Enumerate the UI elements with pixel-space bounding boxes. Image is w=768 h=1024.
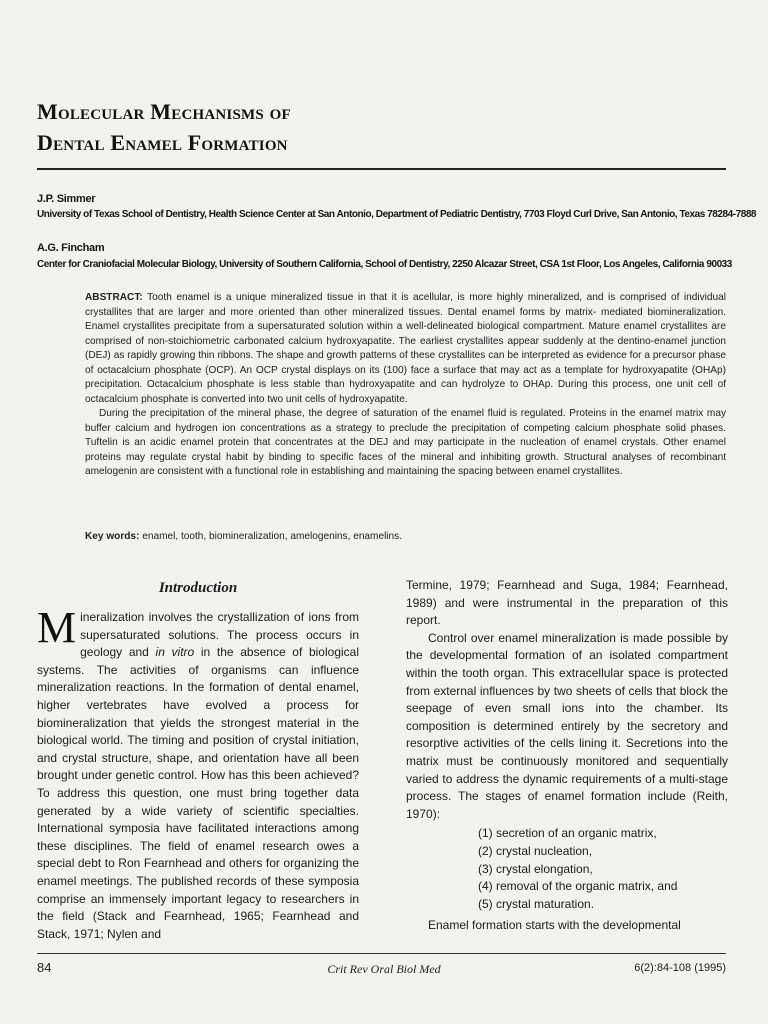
abstract-paragraph-1 <box>85 291 726 407</box>
citation: 6(2):84-108 (1995) <box>634 962 726 974</box>
title-rule <box>37 168 726 170</box>
keywords-text: enamel, tooth, biomineralization, amelogenins, enamelins. <box>142 531 403 542</box>
footer-rule <box>37 953 726 954</box>
keywords-label: Key words: <box>85 531 140 542</box>
introduction-paragraph-1-continued: Termine, 1979; Fearnhead and Suga, 1984; Fearnhead, 1989) and were instrumental in the preparation of this report. <box>406 578 728 628</box>
introduction-paragraph-1 <box>37 603 359 943</box>
introduction-paragraph-2: Control over enamel mineralization is made possible by the developmental formation of an isolated compartment within the tooth organ. This extracellular space is protected from external influences by two sheets of cells that block the seepage of even small ions into the chamber. Its composition is determined entirely by the secretory and resorptive activities of the cells lining it. Secretions into the matrix must be continuously monitored and sequentially varied to address the dynamic requirements of a multi-stage process. The stages of enamel formation include (Reith, 1970): <box>406 630 728 821</box>
author-affiliation-simmer: University of Texas School of Dentistry, Health Science Center at San Antonio, Department of Pediatric Dentistry, 7703 Floyd Curl Drive, San Antonio, Texas 78284-7888 <box>37 209 757 220</box>
list-item: (3) crystal elongation, <box>478 861 593 876</box>
right-column <box>406 577 728 935</box>
author-affiliation-fincham: Center for Craniofacial Molecular Biology, University of Southern California, School of Dentistry, 2250 Alcazar Street, CSA 1st Floor, Los Angeles, California 90033 <box>37 259 732 270</box>
left-column <box>37 577 359 943</box>
intro-text-italic: in vitro <box>155 645 195 660</box>
abstract-paragraph-2: During the precipitation of the mineral phase, the degree of saturation of the enamel fluid is regulated. Proteins in the enamel matrix may buffer calcium and hydrogen ion concentrations as a strategy to preclude the precipitation of competing calcium phosphate solid phases. Tuftelin is an acidic enamel protein that concentrates at the DEJ and may participate in the nucleation of enamel crystals. Other enamel proteins may regulate crystal habit by binding to specific faces of the mineral and inhibiting growth. Structural analyses of recombinant amelogenin are consistent with a functional role in establishing and maintaining the spacing between enamel crystallites. <box>85 408 726 477</box>
introduction-paragraph-3: Enamel formation starts with the developmental <box>428 918 681 933</box>
author-name-fincham: A.G. Fincham <box>37 242 105 254</box>
title-line-1: Molecular Mechanisms of <box>37 99 291 124</box>
drop-cap: M <box>37 603 77 652</box>
list-item: (2) crystal nucleation, <box>478 843 593 858</box>
introduction-heading: Introduction <box>158 580 238 596</box>
keywords <box>85 530 726 544</box>
list-item: (4) removal of the organic matrix, and <box>478 879 678 894</box>
abstract-label: ABSTRACT: <box>85 292 143 303</box>
abstract-text-1: Tooth enamel is a unique mineralized tissue in that it is acellular, is more highly mineralized, and is comprised of individual crystallites that are larger and more oriented than other mineralized tissues. Dental enamel forms by matrix- mediated biomineralization. Enamel crystallites precipitate from a supersaturated solution within a well-delineated biological compartment. Mature enamel crystallites are comprised of non-stoichiometric carbonated calcium hydroxyapatite. The earliest crystallites appear suddenly at the dentino-enamel junction (DEJ) as rapidly growing thin ribbons. The shape and growth patterns of these crystallites can be interpreted as evidence for a precursor phase of octacalcium phosphate (OCP). An OCP crystal displays on its (100) face a surface that may act as a template for hydroxyapatite (OHAp) precipitation. Octacalcium phosphate is less stable than hydroxyapatite and can hydrolyze to OHAp. During this process, one unit cell of octacalcium phosphate is converted into two unit cells of hydroxyapatite. <box>85 292 726 405</box>
intro-text-lead: ineralization involves the crystallization of ions from supersaturated solutions. The process occurs in geology and <box>80 610 359 660</box>
title-line-2: Dental Enamel Formation <box>37 130 288 155</box>
page-number: 84 <box>37 960 52 975</box>
abstract <box>85 291 726 480</box>
list-item: (1) secretion of an organic matrix, <box>478 826 657 841</box>
stages-list <box>478 825 728 913</box>
list-item: (5) crystal maturation. <box>478 896 595 911</box>
journal-name: Crit Rev Oral Biol Med <box>327 962 441 976</box>
author-name-simmer: J.P. Simmer <box>37 193 96 205</box>
article-title <box>37 96 291 158</box>
intro-text-rest: in the absence of biological systems. The activities of organisms can influence mineralization reactions. In the formation of dental enamel, higher vertebrates have evolved a process for biomineralization that yields the strongest material in the biological world. The timing and position of crystal initiation, and crystal structure, shape, and orientation have all been brought under genetic control. How has this been achieved? To address this question, one must bring together data generated by a wide variety of scientific specialties. International symposia have facilitated interactions among these disciplines. The field of enamel research owes a special debt to Ron Fearnhead and others for organizing the enamel meetings. The published records of these symposia comprise an immensely important legacy to researchers in the field (Stack and Fearnhead, 1965; Fearnhead and Stack, 1971; Nylen and <box>37 645 359 941</box>
